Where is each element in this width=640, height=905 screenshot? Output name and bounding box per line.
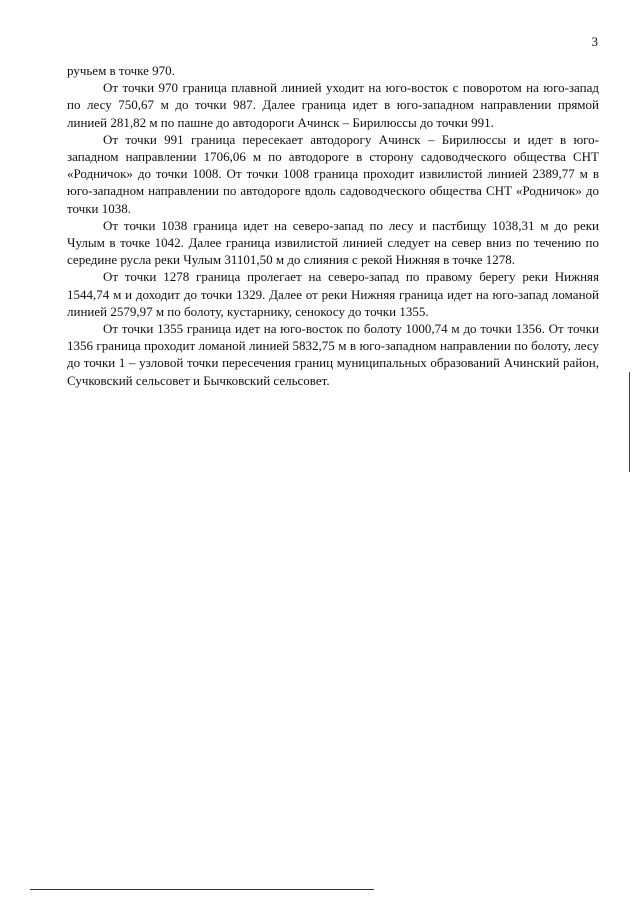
- document-body: [67, 62, 599, 389]
- paragraph-1: ручьем в точке 970.: [67, 63, 175, 78]
- paragraph-4: От точки 1038 граница идет на северо-запад по лесу и пастбищу 1038,31 м до реки Чулым в точке 1042. Далее граница извилистой линией следует на север вниз по течению по середине русла реки Чулым 31101,50 м до слияния с рекой Нижняя в точке 1278.: [67, 217, 599, 268]
- paragraph-3: От точки 991 граница пересекает автодорогу Ачинск – Бирилюссы и идет в юго-западном направлении 1706,06 м по автодороге в сторону садоводческого общества СНТ «Родничок» до точки 1008. От точки 1008 граница проходит извилистой линией 2389,77 м в юго-западном направлении по автодороге вдоль садоводческого общества СНТ «Родничок» до точки 1038.: [67, 131, 599, 216]
- footer-rule: [30, 889, 374, 890]
- scan-edge-mark: [629, 372, 630, 472]
- paragraph-2: От точки 970 граница плавной линией уходит на юго-восток с поворотом на юго-запад по лесу 750,67 м до точки 987. Далее граница идет в юго-западном направлении прямой линией 281,82 м по пашне до автодороги Ачинск – Бирилюссы до точки 991.: [67, 80, 599, 130]
- paragraph-5: От точки 1278 граница пролегает на северо-запад по правому берегу реки Нижняя 1544,74 м и доходит до точки 1329. Далее от реки Нижняя граница идет на юго-запад ломаной линией 2579,97 м по болоту, кустарнику, сенокосу до точки 1355.: [67, 269, 599, 319]
- paragraph-6: От точки 1355 граница идет на юго-восток по болоту 1000,74 м до точки 1356. От точки 1356 граница проходит ломаной линией 5832,75 м в юго-западном направлении по болоту, лесу до точки 1 – узловой точки пересечения границ муниципальных образований Ачинский район, Сучковский сельсовет и Бычковский сельсовет.: [67, 321, 599, 388]
- page-number: 3: [591, 34, 598, 49]
